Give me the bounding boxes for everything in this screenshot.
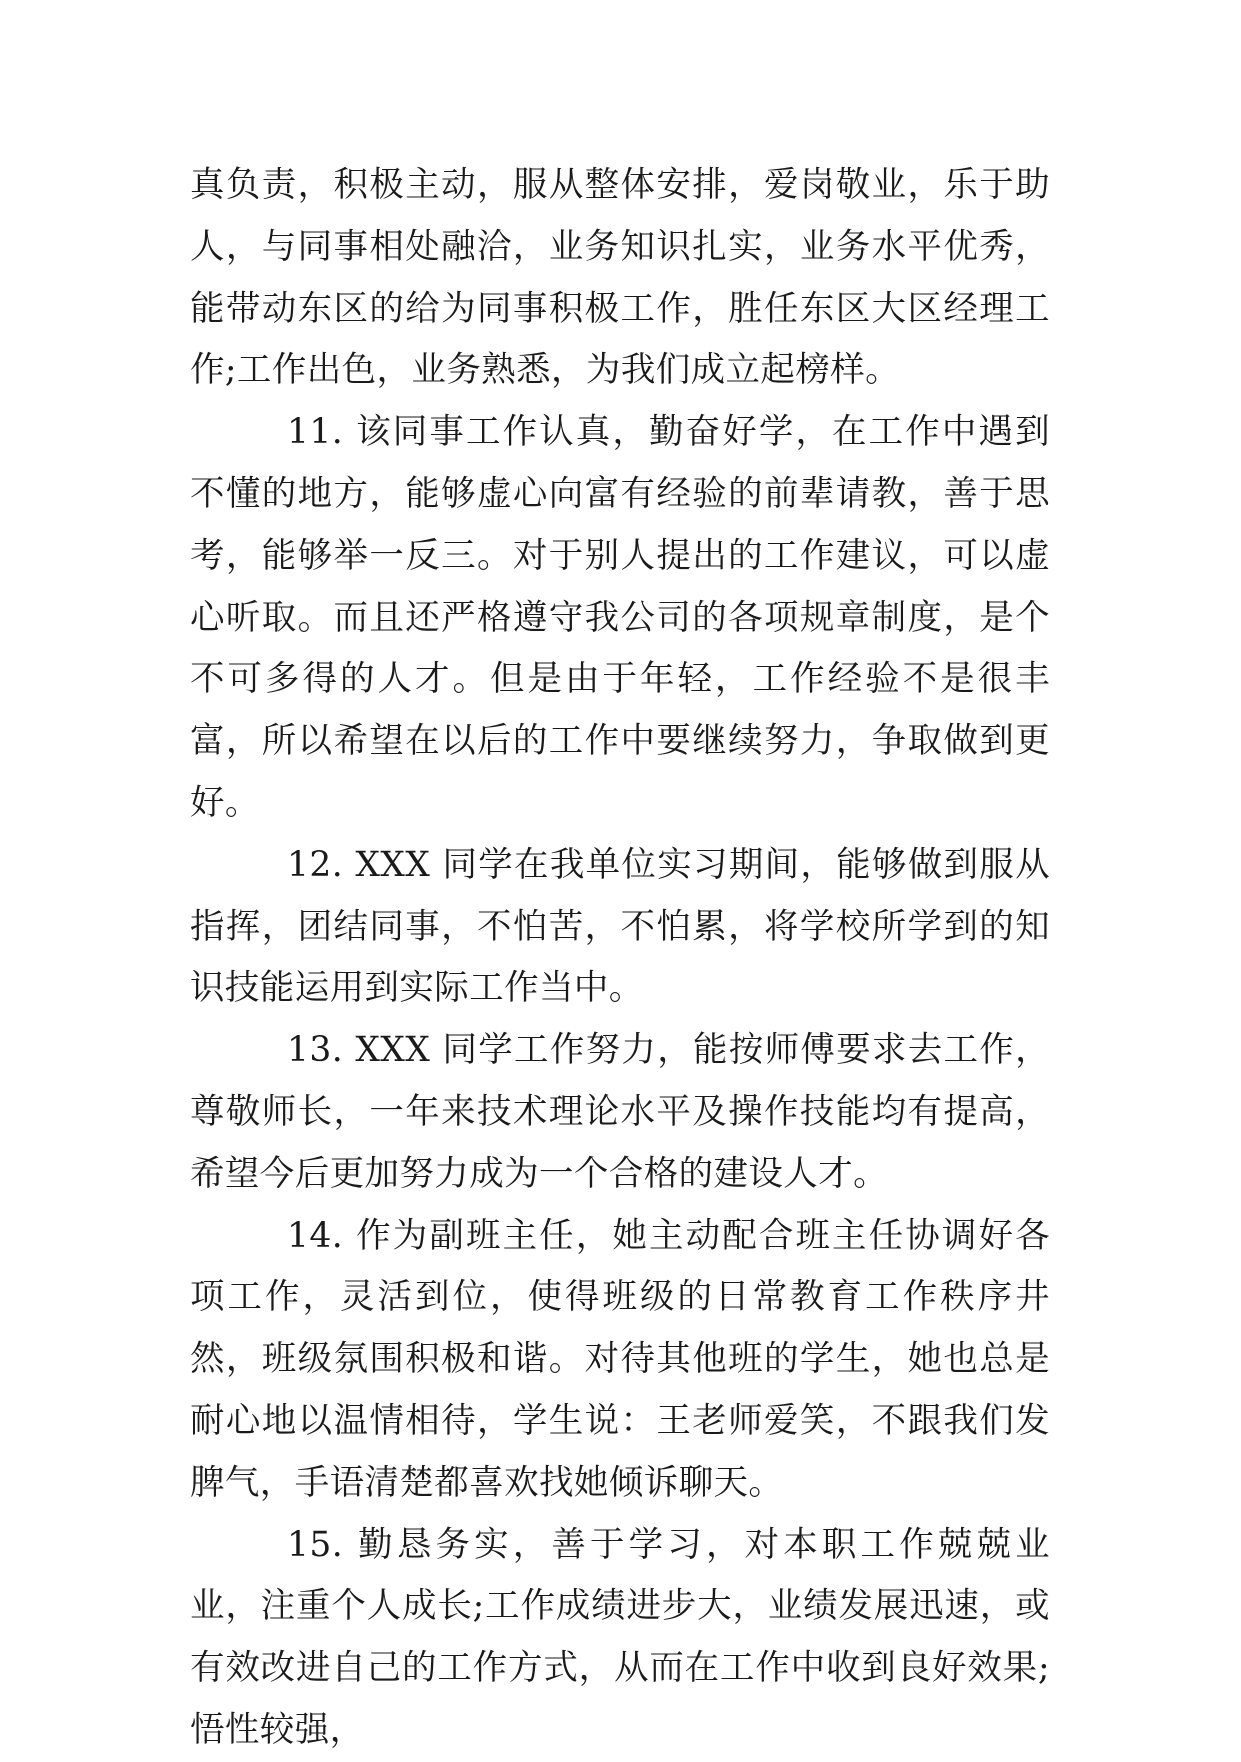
paragraph-continuation: 真负责，积极主动，服从整体安排，爱岗敬业，乐于助人，与同事相处融洽，业务知识扎实，业务水平优秀，能带动东区的给为同事积极工作，胜任东区大区经理工作;工作出色，业务熟悉，为我们成立起榜样。 (190, 165, 1050, 391)
paragraph-item-15: 15. 勤恳务实，善于学习，对本职工作兢兢业业，注重个人成长;工作成绩进步大，业绩发展迅速，或有效改进自己的工作方式，从而在工作中收到良好效果;悟性较强， (190, 1524, 1050, 1750)
paragraph-item-12: 12. XXX 同学在我单位实习期间，能够做到服从指挥，团结同事，不怕苦，不怕累，将学校所学到的知识技能运用到实际工作当中。 (190, 844, 1050, 1009)
paragraph-item-11: 11. 该同事工作认真，勤奋好学，在工作中遇到不懂的地方，能够虚心向富有经验的前辈请教，善于思考，能够举一反三。对于别人提出的工作建议，可以虚心听取。而且还严格遵守我公司的各项规章制度，是个不可多得的人才。但是由于年轻，工作经验不是很丰富，所以希望在以后的工作中要继续努力，争取做到更好。 (190, 412, 1050, 823)
document-body (190, 155, 1050, 1762)
paragraph-item-13: 13. XXX 同学工作努力，能按师傅要求去工作，尊敬师长，一年来技术理论水平及操作技能均有提高，希望今后更加努力成为一个合格的建设人才。 (190, 1030, 1050, 1194)
paragraph-item-14: 14. 作为副班主任，她主动配合班主任协调好各项工作，灵活到位，使得班级的日常教育工作秩序井然，班级氛围积极和谐。对待其他班的学生，她也总是耐心地以温情相待，学生说：王老师爱笑，不跟我们发脾气，手语清楚都喜欢找她倾诉聊天。 (190, 1215, 1050, 1503)
